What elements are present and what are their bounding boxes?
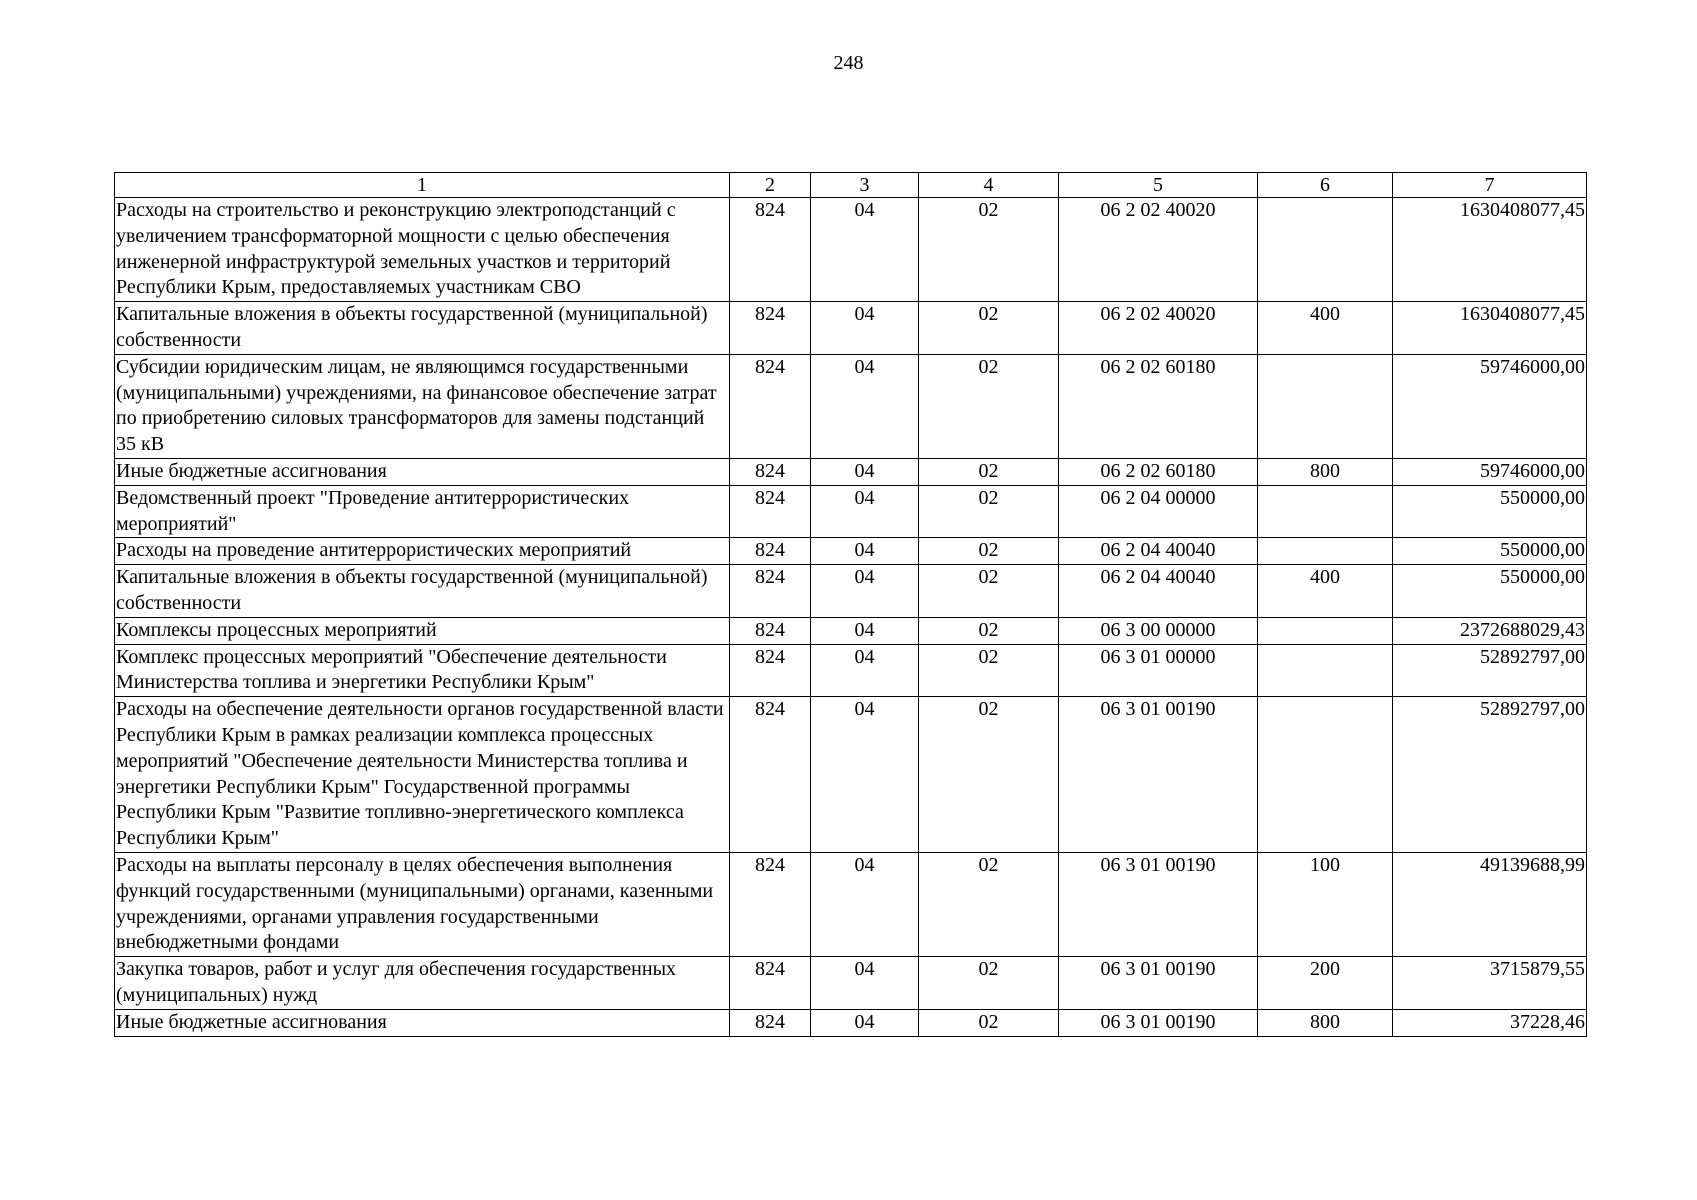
header-cell-1: 1 xyxy=(115,173,730,198)
row-section-code: 04 xyxy=(811,852,919,956)
row-expense-type xyxy=(1258,538,1393,565)
row-amount: 49139688,99 xyxy=(1393,852,1587,956)
budget-table xyxy=(114,172,1587,1037)
row-section-code: 04 xyxy=(811,1009,919,1036)
row-department-code: 824 xyxy=(730,644,811,697)
row-subsection-code: 02 xyxy=(919,644,1059,697)
row-name: Комплексы процессных мероприятий xyxy=(115,617,730,644)
row-name: Ведомственный проект "Проведение антитеррористических мероприятий" xyxy=(115,485,730,538)
row-amount: 2372688029,43 xyxy=(1393,617,1587,644)
row-department-code: 824 xyxy=(730,957,811,1010)
row-section-code: 04 xyxy=(811,697,919,853)
header-cell-3: 3 xyxy=(811,173,919,198)
header-cell-6: 6 xyxy=(1258,173,1393,198)
row-target-article: 06 3 01 00190 xyxy=(1059,1009,1258,1036)
row-subsection-code: 02 xyxy=(919,565,1059,618)
header-row xyxy=(115,173,1587,198)
table-row xyxy=(115,354,1587,458)
row-department-code: 824 xyxy=(730,565,811,618)
row-department-code: 824 xyxy=(730,458,811,485)
row-section-code: 04 xyxy=(811,617,919,644)
row-amount: 59746000,00 xyxy=(1393,458,1587,485)
row-amount: 52892797,00 xyxy=(1393,697,1587,853)
row-name: Капитальные вложения в объекты государственной (муниципальной) собственности xyxy=(115,302,730,355)
row-section-code: 04 xyxy=(811,485,919,538)
row-amount: 1630408077,45 xyxy=(1393,302,1587,355)
table-row xyxy=(115,957,1587,1010)
row-subsection-code: 02 xyxy=(919,354,1059,458)
row-amount: 37228,46 xyxy=(1393,1009,1587,1036)
header-cell-2: 2 xyxy=(730,173,811,198)
row-expense-type xyxy=(1258,644,1393,697)
row-subsection-code: 02 xyxy=(919,302,1059,355)
row-subsection-code: 02 xyxy=(919,485,1059,538)
table-body xyxy=(115,198,1587,1037)
table-row xyxy=(115,485,1587,538)
row-department-code: 824 xyxy=(730,302,811,355)
table-row xyxy=(115,1009,1587,1036)
row-department-code: 824 xyxy=(730,1009,811,1036)
row-target-article: 06 3 01 00190 xyxy=(1059,957,1258,1010)
row-name: Расходы на проведение антитеррористических мероприятий xyxy=(115,538,730,565)
row-department-code: 824 xyxy=(730,538,811,565)
row-subsection-code: 02 xyxy=(919,538,1059,565)
row-name: Закупка товаров, работ и услуг для обеспечения государственных (муниципальных) нужд xyxy=(115,957,730,1010)
row-department-code: 824 xyxy=(730,354,811,458)
table-row xyxy=(115,458,1587,485)
table-row xyxy=(115,852,1587,956)
row-name: Иные бюджетные ассигнования xyxy=(115,1009,730,1036)
row-name: Комплекс процессных мероприятий "Обеспечение деятельности Министерства топлива и энергетики Республики Крым" xyxy=(115,644,730,697)
table-row xyxy=(115,644,1587,697)
row-target-article: 06 3 01 00000 xyxy=(1059,644,1258,697)
row-section-code: 04 xyxy=(811,565,919,618)
row-name: Иные бюджетные ассигнования xyxy=(115,458,730,485)
row-section-code: 04 xyxy=(811,538,919,565)
row-target-article: 06 2 02 40020 xyxy=(1059,198,1258,302)
row-expense-type: 400 xyxy=(1258,565,1393,618)
row-expense-type: 100 xyxy=(1258,852,1393,956)
row-expense-type xyxy=(1258,697,1393,853)
table-row xyxy=(115,538,1587,565)
row-expense-type: 200 xyxy=(1258,957,1393,1010)
table-header xyxy=(115,173,1587,198)
row-department-code: 824 xyxy=(730,198,811,302)
row-expense-type: 800 xyxy=(1258,458,1393,485)
row-department-code: 824 xyxy=(730,485,811,538)
row-amount: 550000,00 xyxy=(1393,565,1587,618)
row-target-article: 06 3 00 00000 xyxy=(1059,617,1258,644)
row-target-article: 06 3 01 00190 xyxy=(1059,697,1258,853)
row-target-article: 06 2 04 40040 xyxy=(1059,565,1258,618)
row-expense-type xyxy=(1258,198,1393,302)
row-subsection-code: 02 xyxy=(919,617,1059,644)
row-section-code: 04 xyxy=(811,198,919,302)
row-amount: 550000,00 xyxy=(1393,485,1587,538)
row-name: Расходы на выплаты персоналу в целях обеспечения выполнения функций государственными (муниципальными) органами, казенными учреждениями, органами управления государственными внебюджетными фондами xyxy=(115,852,730,956)
table-row xyxy=(115,198,1587,302)
row-target-article: 06 2 04 00000 xyxy=(1059,485,1258,538)
row-target-article: 06 2 02 60180 xyxy=(1059,354,1258,458)
row-subsection-code: 02 xyxy=(919,957,1059,1010)
row-section-code: 04 xyxy=(811,302,919,355)
row-section-code: 04 xyxy=(811,644,919,697)
row-expense-type: 800 xyxy=(1258,1009,1393,1036)
row-expense-type xyxy=(1258,485,1393,538)
row-section-code: 04 xyxy=(811,354,919,458)
row-department-code: 824 xyxy=(730,697,811,853)
row-subsection-code: 02 xyxy=(919,852,1059,956)
row-department-code: 824 xyxy=(730,852,811,956)
row-amount: 59746000,00 xyxy=(1393,354,1587,458)
row-expense-type: 400 xyxy=(1258,302,1393,355)
row-section-code: 04 xyxy=(811,957,919,1010)
row-expense-type xyxy=(1258,354,1393,458)
table-row xyxy=(115,697,1587,853)
header-cell-7: 7 xyxy=(1393,173,1587,198)
page-number: 248 xyxy=(833,52,864,74)
row-amount: 52892797,00 xyxy=(1393,644,1587,697)
table-row xyxy=(115,565,1587,618)
row-target-article: 06 2 02 60180 xyxy=(1059,458,1258,485)
table-row xyxy=(115,302,1587,355)
row-section-code: 04 xyxy=(811,458,919,485)
row-subsection-code: 02 xyxy=(919,198,1059,302)
row-name: Расходы на строительство и реконструкцию электроподстанций с увеличением трансформаторной мощности с целью обеспечения инженерной инфраструктурой земельных участков и территорий Республики Крым, предоставляемых участникам СВО xyxy=(115,198,730,302)
row-target-article: 06 2 02 40020 xyxy=(1059,302,1258,355)
row-amount: 1630408077,45 xyxy=(1393,198,1587,302)
row-subsection-code: 02 xyxy=(919,697,1059,853)
row-target-article: 06 2 04 40040 xyxy=(1059,538,1258,565)
row-amount: 550000,00 xyxy=(1393,538,1587,565)
row-expense-type xyxy=(1258,617,1393,644)
row-name: Расходы на обеспечение деятельности органов государственной власти Республики Крым в рамках реализации комплекса процессных мероприятий "Обеспечение деятельности Министерства топлива и энергетики Республики Крым" Государственной программы Республики Крым "Развитие топливно-энергетического комплекса Республики Крым" xyxy=(115,697,730,853)
table-row xyxy=(115,617,1587,644)
row-amount: 3715879,55 xyxy=(1393,957,1587,1010)
row-subsection-code: 02 xyxy=(919,458,1059,485)
row-department-code: 824 xyxy=(730,617,811,644)
row-name: Субсидии юридическим лицам, не являющимся государственными (муниципальными) учреждениями, на финансовое обеспечение затрат по приобретению силовых трансформаторов для замены подстанций 35 кВ xyxy=(115,354,730,458)
header-cell-4: 4 xyxy=(919,173,1059,198)
row-name: Капитальные вложения в объекты государственной (муниципальной) собственности xyxy=(115,565,730,618)
row-subsection-code: 02 xyxy=(919,1009,1059,1036)
header-cell-5: 5 xyxy=(1059,173,1258,198)
row-target-article: 06 3 01 00190 xyxy=(1059,852,1258,956)
